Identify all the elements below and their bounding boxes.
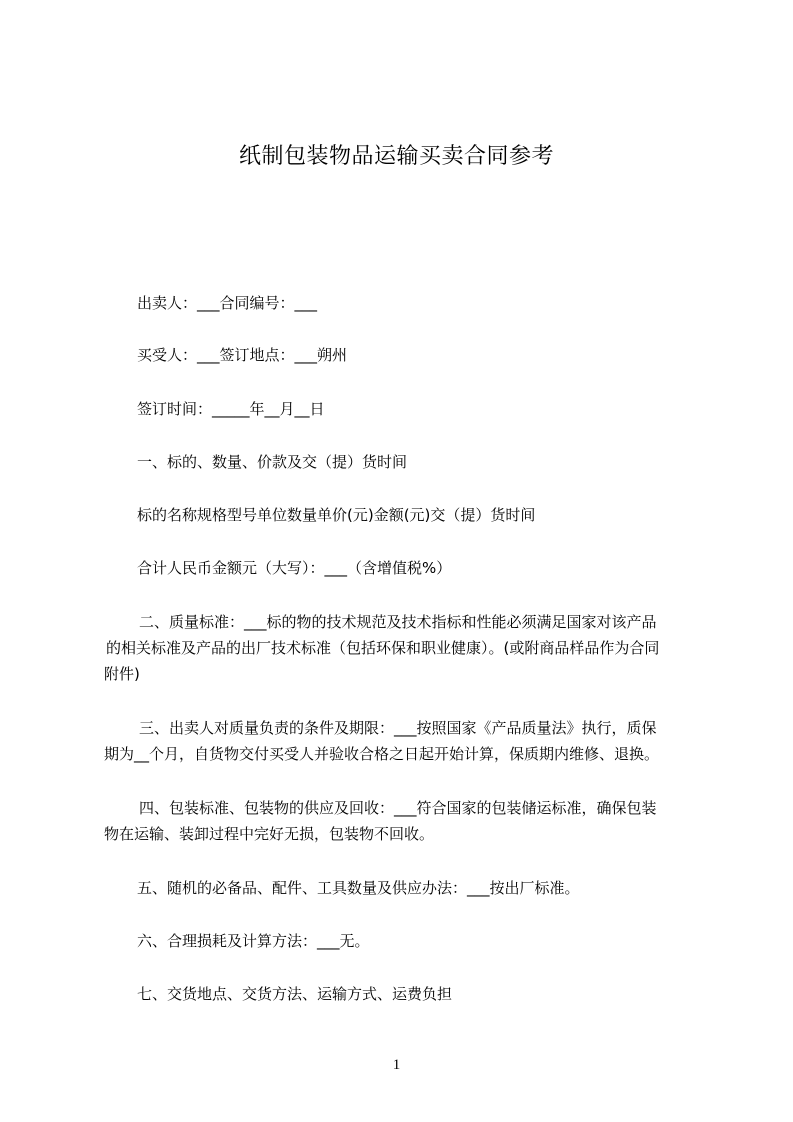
section-1-heading: 一、标的、数量、价款及交（提）货时间: [137, 453, 408, 471]
section-5: 五、随机的必备品、配件、工具数量及供应办法：___按出厂标准。: [137, 879, 580, 897]
buyer-line: 买受人：___签订地点：___朔州: [137, 346, 348, 364]
signing-date-line: 签订时间：_____年__月__日: [137, 400, 325, 418]
section-1-total: 合计人民币金额元（大写）：___（含增值税%）: [137, 559, 452, 577]
section-3-paragraph: [104, 715, 659, 767]
section-2-line-2: 的相关标准及产品的出厂技术标准（包括环保和职业健康）。(或附商品样品作为合同: [106, 639, 660, 657]
section-4-line-1: 四、包装标准、包装物的供应及回收：___符合国家的包装储运标准，确保包装: [139, 799, 657, 817]
section-6: 六、合理损耗及计算方法：___无。: [137, 932, 370, 950]
section-2-paragraph: [104, 609, 659, 687]
section-3-line-2: 期为__个月，自货物交付买受人并验收合格之日起开始计算，保质期内维修、退换。: [104, 745, 660, 763]
section-1-table-header: 标的名称规格型号单位数量单价(元)金额(元)交（提）货时间: [137, 506, 536, 524]
section-4-paragraph: [104, 795, 657, 847]
section-2-line-1: 二、质量标准：___标的物的技术规范及技术指标和性能必须满足国家对该产品: [139, 613, 657, 631]
page-number: 1: [392, 1057, 401, 1073]
seller-line: 出卖人：___合同编号：___: [137, 294, 318, 312]
section-3-line-1: 三、出卖人对质量负责的条件及期限：___按照国家《产品质量法》执行，质保: [139, 719, 657, 737]
document-title: 纸制包装物品运输买卖合同参考: [238, 144, 554, 169]
section-2-line-3: 附件): [104, 665, 140, 683]
section-7-heading: 七、交货地点、交货方法、运输方式、运费负担: [137, 985, 453, 1003]
section-4-line-2: 物在运输、装卸过程中完好无损，包装物不回收。: [104, 825, 435, 843]
